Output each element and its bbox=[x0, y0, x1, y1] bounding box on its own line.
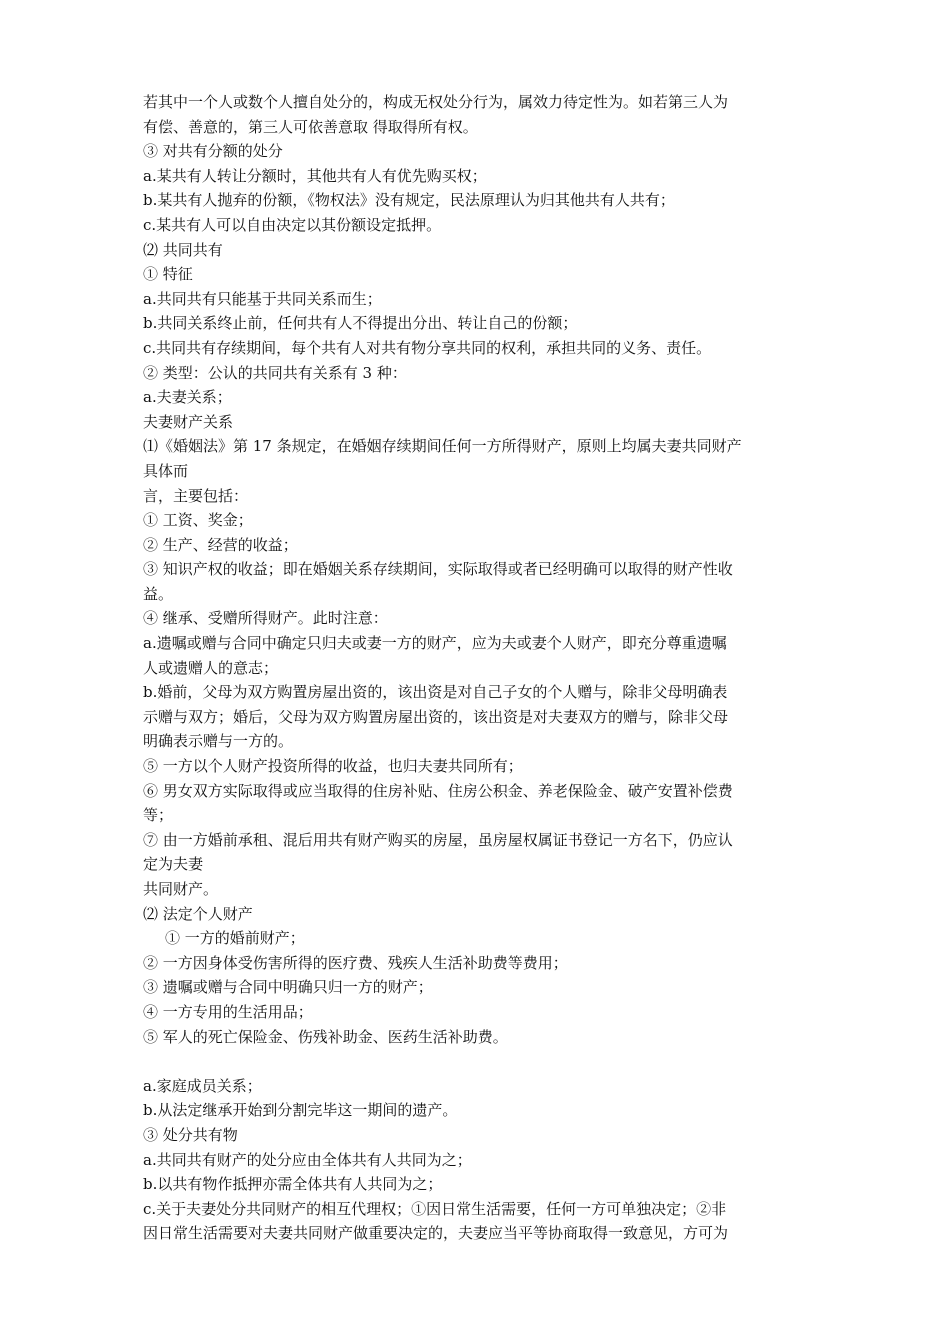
text-line: a.共同共有财产的处分应由全体共有人共同为之； bbox=[143, 1150, 472, 1169]
text-line: c.某共有人可以自由决定以其份额设定抵押。 bbox=[143, 215, 442, 234]
text-line: c.关于夫妻处分共同财产的相互代理权；①因日常生活需要，任何一方可单独决定；②非 bbox=[143, 1199, 727, 1218]
text-line: ② 一方因身体受伤害所得的医疗费、残疾人生活补助费等费用； bbox=[143, 953, 568, 972]
text-line: ② 类型：公认的共同共有关系有 3 种： bbox=[143, 363, 407, 382]
text-line: ⑵ 共同共有 bbox=[143, 240, 223, 259]
text-line: ⑵ 法定个人财产 bbox=[143, 904, 253, 923]
text-line: ④ 一方专用的生活用品； bbox=[143, 1002, 313, 1021]
text-line: ① 特征 bbox=[143, 265, 193, 284]
text-line: ⑤ 一方以个人财产投资所得的收益，也归夫妻共同所有； bbox=[143, 757, 523, 776]
text-line: 等； bbox=[143, 806, 174, 825]
text-line: ③ 处分共有物 bbox=[143, 1125, 238, 1144]
text-line: a.夫妻关系； bbox=[143, 388, 232, 407]
text-line: ③ 对共有分额的处分 bbox=[143, 142, 283, 161]
text-line: a.共同共有只能基于共同关系而生； bbox=[143, 289, 382, 308]
document-body bbox=[143, 90, 813, 1246]
text-line: ① 工资、奖金； bbox=[143, 511, 253, 530]
text-line: b.某共有人抛弃的份额，《物权法》没有规定，民法原理认为归其他共有人共有； bbox=[143, 191, 675, 210]
text-line: ⑤ 军人的死亡保险金、伤残补助金、医药生活补助费。 bbox=[143, 1027, 508, 1046]
text-line: 益。 bbox=[143, 584, 174, 603]
text-line: 具体而 bbox=[143, 461, 189, 480]
text-line: a.家庭成员关系； bbox=[143, 1076, 262, 1095]
text-line: ② 生产、经营的收益； bbox=[143, 535, 298, 554]
text-line: ④ 继承、受赠所得财产。此时注意： bbox=[143, 609, 388, 628]
text-line: 因日常生活需要对夫妻共同财产做重要决定的，夫妻应当平等协商取得一致意见，方可为 bbox=[143, 1224, 729, 1243]
text-line: 人或遗赠人的意志； bbox=[143, 658, 279, 677]
text-line: ⑦ 由一方婚前承租、混后用共有财产购买的房屋，虽房屋权属证书登记一方名下，仍应认 bbox=[143, 830, 733, 849]
text-line: 若其中一个人或数个人擅自处分的，构成无权处分行为，属效力待定性为。如若第三人为 bbox=[143, 93, 729, 111]
text-line: 明确表示赠与一方的。 bbox=[143, 732, 294, 751]
text-line: b.以共有物作抵押亦需全体共有人共同为之； bbox=[143, 1175, 443, 1194]
text-line: 有偿、善意的，第三人可依善意取 得取得所有权。 bbox=[143, 117, 478, 136]
text-line: ⑥ 男女双方实际取得或应当取得的住房补贴、住房公积金、养老保险金、破产安置补偿费 bbox=[143, 781, 733, 800]
text-line: a.遗嘱或赠与合同中确定只归夫或妻一方的财产，应为夫或妻个人财产，即充分尊重遗嘱 bbox=[143, 634, 727, 653]
text-line: 言，主要包括： bbox=[143, 486, 249, 505]
text-line: ③ 遗嘱或赠与合同中明确只归一方的财产； bbox=[143, 978, 433, 997]
paragraph-gap bbox=[143, 1049, 813, 1074]
text-line: ③ 知识产权的收益；即在婚姻关系存续期间，实际取得或者已经明确可以取得的财产性收 bbox=[143, 560, 733, 579]
text-line: 夫妻财产关系 bbox=[143, 412, 234, 431]
text-line: b.共同关系终止前，任何共有人不得提出分出、转让自己的份额； bbox=[143, 314, 578, 333]
text-line: 共同财产。 bbox=[143, 880, 219, 898]
text-line: b.婚前，父母为双方购置房屋出资的，该出资是对自己子女的个人赠与，除非父母明确表 bbox=[143, 683, 728, 702]
text-line: b.从法定继承开始到分割完毕这一期间的遗产。 bbox=[143, 1101, 458, 1120]
text-line: a.某共有人转让分额时，其他共有人有优先购买权； bbox=[143, 166, 487, 185]
text-line: ① 一方的婚前财产； bbox=[165, 929, 305, 948]
text-line: 示赠与双方；婚后，父母为双方购置房屋出资的，该出资是对夫妻双方的赠与，除非父母 bbox=[143, 707, 729, 726]
text-line: c.共同共有存续期间，每个共有人对共有物分享共同的权利，承担共同的义务、责任。 bbox=[143, 338, 712, 357]
text-line: ⑴《婚姻法》第 17 条规定，在婚姻存续期间任何一方所得财产，原则上均属夫妻共同财产 bbox=[143, 437, 742, 456]
text-line: 定为夫妻 bbox=[143, 855, 204, 874]
